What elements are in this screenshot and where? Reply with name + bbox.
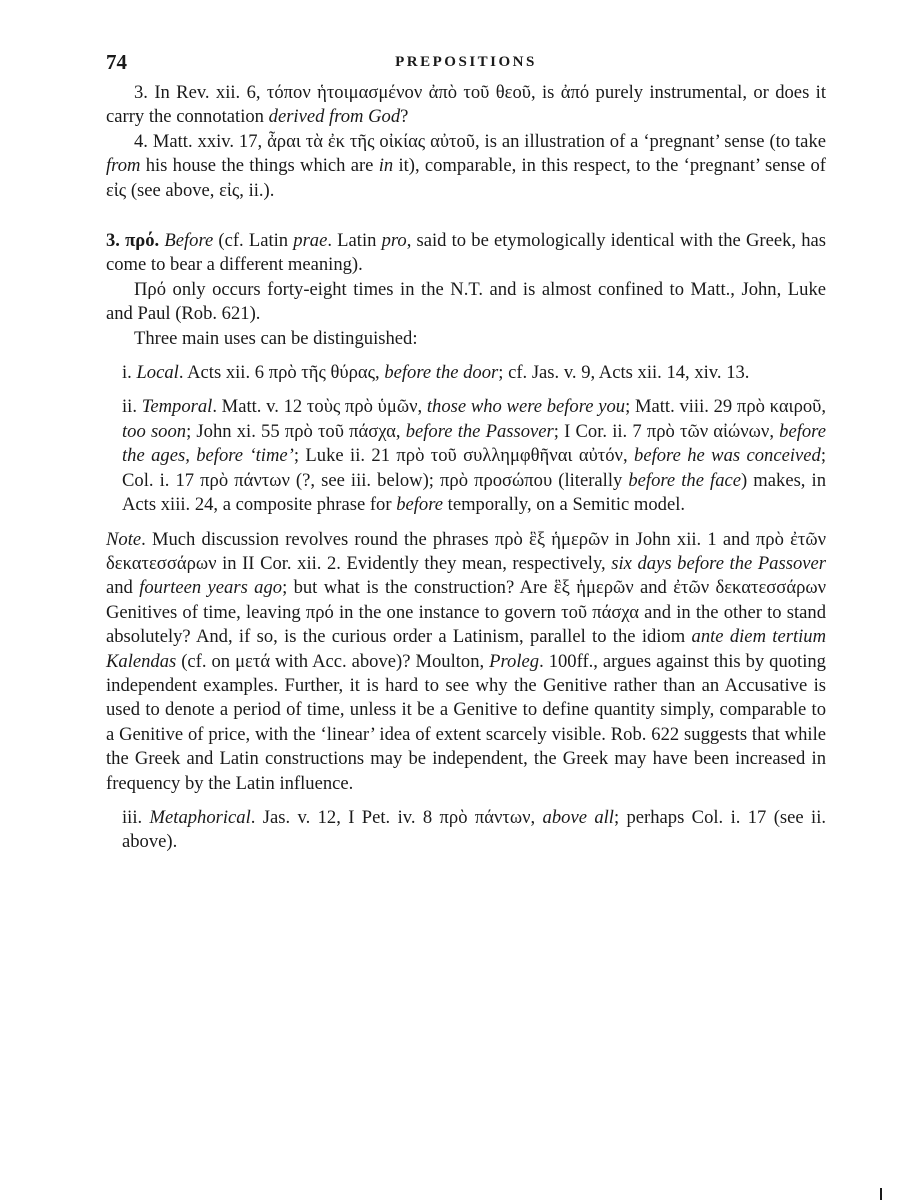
- text-run: . Jas. v. 12, I Pet. iv. 8 πρὸ πάντων,: [250, 806, 543, 828]
- text-run: ; John xi. 55 πρὸ τοῦ πάσχα,: [186, 420, 406, 442]
- text-run: . Acts xii. 6 πρὸ τῆς θύρας,: [178, 362, 385, 384]
- paragraph-temporal-use: [106, 395, 826, 517]
- italic-text: before he was conceived: [634, 445, 821, 467]
- paragraph-pro-frequency: [106, 278, 826, 327]
- italic-text: before the ages, before ‘time’: [122, 420, 826, 467]
- italic-text: too soon: [122, 420, 187, 442]
- italic-text: before: [396, 494, 444, 516]
- paragraph-metaphorical-use: [106, 806, 826, 855]
- italic-text: those who were before you: [426, 396, 626, 418]
- text-run: . Latin: [327, 230, 382, 252]
- paragraph-note: [106, 528, 826, 796]
- italic-text: Temporal: [141, 396, 213, 418]
- section-heading-pro: [106, 229, 826, 278]
- italic-text: Before: [164, 230, 214, 252]
- text-run: ; Luke ii. 21 πρὸ τοῦ συλλημφθῆναι αὐτόν,: [293, 445, 635, 467]
- paragraph-three-uses: [106, 327, 826, 351]
- text-run: . 100ff., argues against this by quoting independent examples. Further, it is hard to see why the Genitive rather than an Accusative is used to denote a period of time, unless it be a Genitive to define quantity simply, comparable to a Genitive of price, with the ‘linear’ idea of extent scarcely visible. Rob. 622 suggests that while the Greek and Latin constructions may be independent, the Greek may have been increased in frequency by the Latin influence.: [106, 650, 826, 794]
- page-number: 74: [106, 50, 127, 74]
- text-run: ; cf. Jas. v. 9, Acts xii. 14, xiv. 13.: [498, 362, 750, 384]
- italic-text: Proleg: [489, 650, 540, 672]
- paragraph-4-matt-xxiv-17: [106, 130, 826, 203]
- text-run: ; Col. i. 17 πρὸ πάντων (?, see iii. below); πρὸ προσώπου (literally: [122, 445, 826, 491]
- italic-text: above all: [542, 806, 614, 828]
- italic-text: from: [106, 155, 141, 177]
- page-header: [106, 50, 826, 78]
- italic-text: before the face: [628, 469, 742, 491]
- text-run: 3. In Rev. xii. 6, τόπον ἡτοιμασμένον ἀπὸ τοῦ θεοῦ, is ἀπό purely instrumental, or does it carry the connotation: [106, 82, 826, 128]
- running-title: PREPOSITIONS: [395, 54, 537, 70]
- italic-text: six days before the Passover: [611, 552, 826, 574]
- italic-text: prae: [293, 230, 328, 252]
- text-run: his house the things which are: [140, 155, 379, 177]
- text-run: ii.: [122, 396, 142, 418]
- text-run: ) makes, in Acts xiii. 24, a composite phrase for: [122, 469, 826, 516]
- italic-text: in: [378, 155, 394, 177]
- italic-text: fourteen years ago: [139, 577, 283, 599]
- bold-heading-text: 3. πρό.: [106, 230, 160, 252]
- italic-text: Note: [106, 528, 142, 550]
- text-run: . Matt. v. 12 τοὺς πρὸ ὑμῶν,: [212, 396, 427, 418]
- text-run: ; I Cor. ii. 7 πρὸ τῶν αἰώνων,: [553, 420, 780, 442]
- text-run: temporally, on a Semitic model.: [443, 494, 686, 516]
- italic-text: derived from God: [268, 106, 401, 128]
- italic-text: before the Passover: [405, 420, 554, 442]
- italic-text: before the door: [384, 362, 499, 384]
- text-run: ; perhaps Col. i. 17 (see ii. above).: [122, 806, 827, 853]
- paragraph-local-use: [106, 361, 826, 385]
- italic-text: Local: [136, 362, 179, 384]
- text-run: . Much discussion revolves round the phrases πρὸ ἓξ ἡμερῶν in John xii. 1 and πρὸ ἐτῶν δεκατεσσάρων in II Cor. xii. 2. Evidently they mean, respectively,: [106, 528, 826, 574]
- italic-text: pro: [381, 230, 407, 252]
- page-body: [106, 50, 826, 855]
- text-run: (cf. Latin: [213, 230, 294, 252]
- text-run: , said to be etymologically identical with the Greek, has come to bear a different meaning).: [106, 230, 826, 276]
- text-run: Three main uses can be distinguished:: [134, 327, 418, 349]
- margin-mark: [880, 1188, 882, 1200]
- text-run: ; Matt. viii. 29 πρὸ καιροῦ,: [625, 396, 826, 418]
- text-run: 4. Matt. xxiv. 17, ἆραι τὰ ἐκ τῆς οἰκίας αὐτοῦ, is an illustration of a ‘pregnant’ sense (to take: [134, 130, 826, 152]
- text-run: ?: [400, 106, 409, 128]
- italic-text: Metaphorical: [149, 806, 251, 828]
- paragraph-3-rev-xii-6: [106, 81, 826, 130]
- text-run: iii.: [122, 806, 150, 828]
- text-run: ; but what is the construction? Are ἓξ ἡμερῶν and ἐτῶν δεκατεσσάρων Genitives of time, leaving πρό in the one instance to govern τοῦ πάσχα and in the other to stand absolutely? And, if so, is the curious order a Latinism, parallel to the idiom: [106, 577, 826, 648]
- text-run: Πρό only occurs forty-eight times in the N.T. and is almost confined to Matt., John, Luke and Paul (Rob. 621).: [106, 278, 826, 325]
- text-run: and: [106, 577, 140, 599]
- text-run: (cf. on μετά with Acc. above)? Moulton,: [176, 650, 490, 672]
- text-run: i.: [122, 362, 137, 384]
- text-run: it), comparable, in this respect, to the ‘pregnant’ sense of εἰς (see above, εἰς, ii.).: [106, 155, 826, 201]
- italic-text: ante diem tertium Kalendas: [106, 626, 827, 672]
